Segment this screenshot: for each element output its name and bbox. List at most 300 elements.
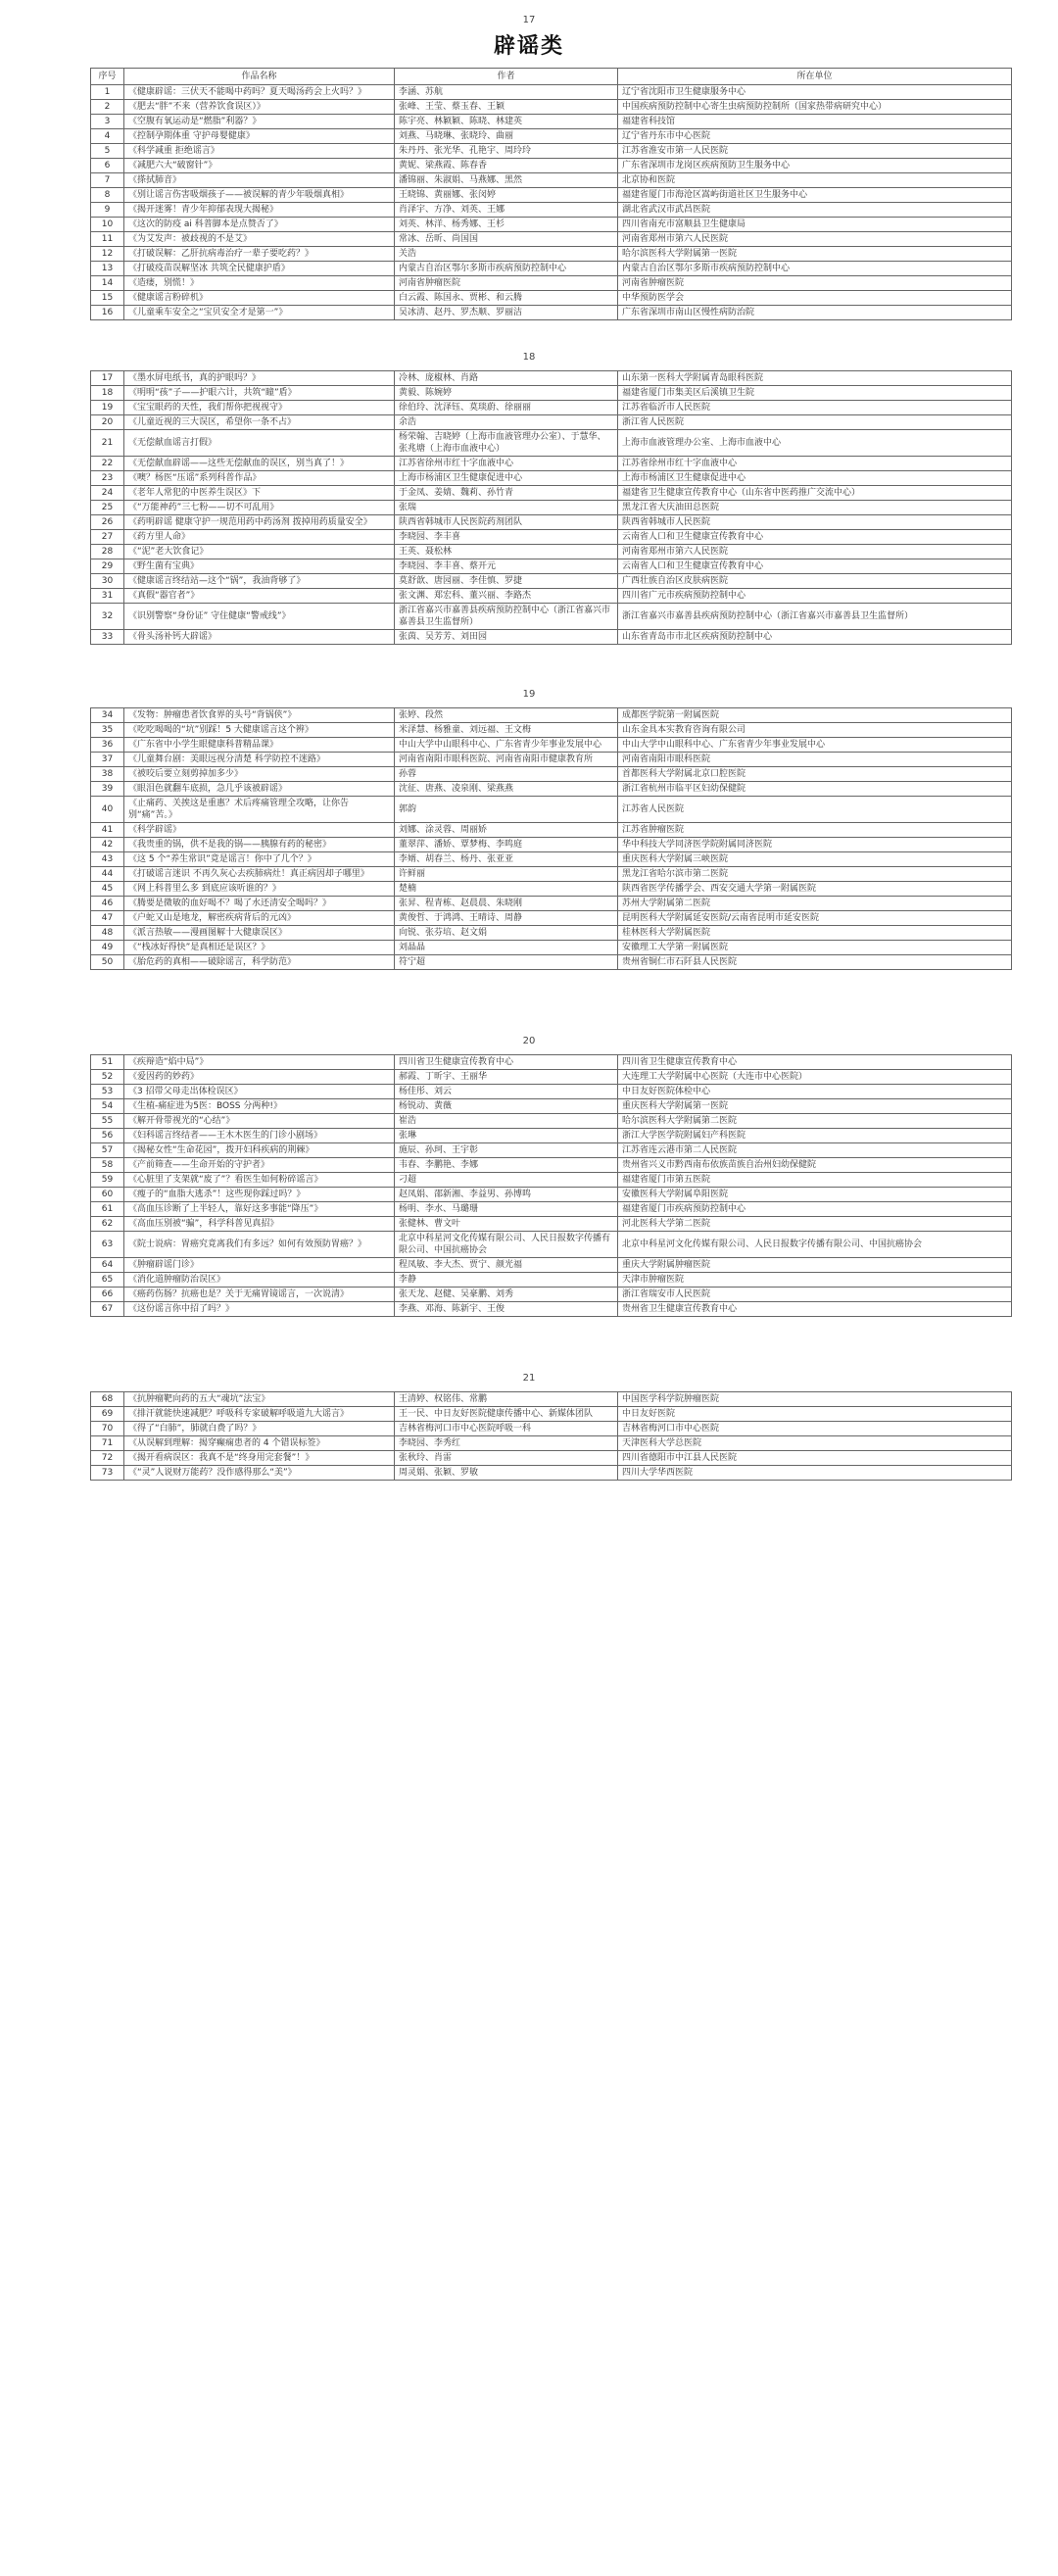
work-title: 《健康谣言粉碎机》 bbox=[124, 291, 395, 306]
works-table bbox=[90, 1054, 1012, 1317]
table-row bbox=[91, 1055, 1012, 1070]
work-title: 《疾辩造“焰中局”》 bbox=[124, 1055, 395, 1070]
row-number: 45 bbox=[91, 882, 124, 897]
table-row bbox=[91, 1422, 1012, 1436]
table-header-row bbox=[91, 69, 1012, 85]
work-title: 《户蛇又山是地龙，解密疾病背后的元凶》 bbox=[124, 911, 395, 926]
work-unit: 哈尔滨医科大学附属第二医院 bbox=[618, 1114, 1012, 1129]
work-authors: 杨明、李水、马璐珊 bbox=[395, 1202, 618, 1217]
row-number: 4 bbox=[91, 129, 124, 144]
table-row bbox=[91, 232, 1012, 247]
table-row bbox=[91, 371, 1012, 386]
work-authors: 程凤敏、李大杰、贾宁、颜光福 bbox=[395, 1258, 618, 1273]
row-number: 73 bbox=[91, 1466, 124, 1481]
work-title: 《这次的防疫 ai 科普脚本是点赞否了》 bbox=[124, 218, 395, 232]
work-unit: 上海市血液管理办公室、上海市血液中心 bbox=[618, 430, 1012, 457]
row-number: 2 bbox=[91, 100, 124, 115]
work-authors: 王晓锦、黄丽娜、张闵婷 bbox=[395, 188, 618, 203]
work-unit: 浙江省瑞安市人民医院 bbox=[618, 1288, 1012, 1302]
work-unit: 大连理工大学附属中心医院（大连市中心医院） bbox=[618, 1070, 1012, 1085]
row-number: 27 bbox=[91, 530, 124, 545]
work-authors: 孙蓉 bbox=[395, 767, 618, 782]
row-number: 9 bbox=[91, 203, 124, 218]
table-row bbox=[91, 218, 1012, 232]
work-unit: 黑龙江省大庆油田总医院 bbox=[618, 501, 1012, 515]
table-row bbox=[91, 1232, 1012, 1258]
work-title: 《高血压别被“骗”，科学科普见真招》 bbox=[124, 1217, 395, 1232]
table-row bbox=[91, 1258, 1012, 1273]
work-authors: 张秋玲、肖雷 bbox=[395, 1451, 618, 1466]
page-section bbox=[0, 1035, 1058, 1317]
work-title: 《院士说病：胃癌究竟离我们有多远？如何有效预防胃癌？》 bbox=[124, 1232, 395, 1258]
work-authors: 施辰、孙珂、王宇彰 bbox=[395, 1143, 618, 1158]
table-row bbox=[91, 188, 1012, 203]
work-unit: 四川省南充市富顺县卫生健康局 bbox=[618, 218, 1012, 232]
work-unit: 福建省卫生健康宣传教育中心（山东省中医药推广交流中心） bbox=[618, 486, 1012, 501]
work-authors: 于金凤、姜婧、魏莉、孙竹青 bbox=[395, 486, 618, 501]
table-row bbox=[91, 1302, 1012, 1317]
work-unit: 安徽医科大学附属阜阳医院 bbox=[618, 1188, 1012, 1202]
work-title: 《骨头汤补钙大辟谣》 bbox=[124, 630, 395, 645]
table-row bbox=[91, 85, 1012, 100]
work-title: 《这 5 个“养生常识”竟是谣言！你中了几个？》 bbox=[124, 852, 395, 867]
work-unit: 浙江省嘉兴市嘉善县疾病预防控制中心（浙江省嘉兴市嘉善县卫生监督所） bbox=[618, 604, 1012, 630]
works-table bbox=[90, 707, 1012, 970]
page-section bbox=[0, 14, 1058, 320]
work-authors: 刘娜、涂灵蓉、周丽娇 bbox=[395, 823, 618, 838]
work-authors: 刘晶晶 bbox=[395, 941, 618, 955]
row-number: 21 bbox=[91, 430, 124, 457]
work-authors: 王一民、中日友好医院健康传播中心、新媒体团队 bbox=[395, 1407, 618, 1422]
work-unit: 四川省广元市疾病预防控制中心 bbox=[618, 589, 1012, 604]
work-unit: 辽宁省丹东市中心医院 bbox=[618, 129, 1012, 144]
work-authors: 刁超 bbox=[395, 1173, 618, 1188]
row-number: 38 bbox=[91, 767, 124, 782]
table-row bbox=[91, 173, 1012, 188]
work-unit: 北京中科星河文化传媒有限公司、人民日报数字传播有限公司、中国抗癌协会 bbox=[618, 1232, 1012, 1258]
row-number: 15 bbox=[91, 291, 124, 306]
row-number: 57 bbox=[91, 1143, 124, 1158]
work-title: 《真假“器官者”》 bbox=[124, 589, 395, 604]
work-unit: 黑龙江省哈尔滨市第二医院 bbox=[618, 867, 1012, 882]
table-row bbox=[91, 723, 1012, 738]
work-title: 《儿童乘车安全之“宝贝安全才是第一”》 bbox=[124, 306, 395, 320]
work-title: 《派言热敏——漫画图解十大健康误区》 bbox=[124, 926, 395, 941]
section-title: 辟谣类 bbox=[493, 33, 564, 59]
table-row bbox=[91, 1451, 1012, 1466]
work-authors: 刘英、林洋、杨秀娜、王杉 bbox=[395, 218, 618, 232]
work-title: 《科学辟谣》 bbox=[124, 823, 395, 838]
work-title: 《我贵重的锅，供不是我的锅——胰腺有药的秘密》 bbox=[124, 838, 395, 852]
row-number: 18 bbox=[91, 386, 124, 401]
row-number: 12 bbox=[91, 247, 124, 262]
table-row bbox=[91, 486, 1012, 501]
work-unit: 四川省卫生健康宣传教育中心 bbox=[618, 1055, 1012, 1070]
work-unit: 福建省厦门市疾病预防控制中心 bbox=[618, 1202, 1012, 1217]
work-title: 《科学减重 拒绝谣言》 bbox=[124, 144, 395, 159]
work-title: 《“灵”人说财万能药？没作感得那么“美”》 bbox=[124, 1466, 395, 1481]
row-number: 46 bbox=[91, 897, 124, 911]
work-authors: 韦春、李鹏艳、李娜 bbox=[395, 1158, 618, 1173]
row-number: 65 bbox=[91, 1273, 124, 1288]
work-unit: 天津医科大学总医院 bbox=[618, 1436, 1012, 1451]
work-unit: 桂林医科大学附属医院 bbox=[618, 926, 1012, 941]
row-number: 48 bbox=[91, 926, 124, 941]
work-authors: 李静 bbox=[395, 1273, 618, 1288]
table-row bbox=[91, 867, 1012, 882]
work-authors: 杨锐动、黄薇 bbox=[395, 1099, 618, 1114]
row-number: 1 bbox=[91, 85, 124, 100]
page-number: 21 bbox=[522, 1373, 536, 1384]
table-row bbox=[91, 457, 1012, 471]
table-row bbox=[91, 926, 1012, 941]
table-row bbox=[91, 589, 1012, 604]
row-number: 10 bbox=[91, 218, 124, 232]
work-authors: 常冰、岳昕、尚国国 bbox=[395, 232, 618, 247]
work-unit: 成都医学院第一附属医院 bbox=[618, 708, 1012, 723]
row-number: 7 bbox=[91, 173, 124, 188]
row-number: 52 bbox=[91, 1070, 124, 1085]
row-number: 49 bbox=[91, 941, 124, 955]
work-title: 《“栈冰好得快”是真相还是误区？》 bbox=[124, 941, 395, 955]
table-row bbox=[91, 501, 1012, 515]
work-unit: 浙江省杭州市临平区妇幼保健院 bbox=[618, 782, 1012, 797]
works-table bbox=[90, 68, 1012, 320]
work-unit: 陕西省韩城市人民医院 bbox=[618, 515, 1012, 530]
work-unit: 天津市肿瘤医院 bbox=[618, 1273, 1012, 1288]
row-number: 25 bbox=[91, 501, 124, 515]
row-number: 24 bbox=[91, 486, 124, 501]
work-title: 《噢？杨医“压谣”系列科普作品》 bbox=[124, 471, 395, 486]
row-number: 17 bbox=[91, 371, 124, 386]
work-title: 《妇科谣言终结者——王木木医生的门诊小剧场》 bbox=[124, 1129, 395, 1143]
row-number: 16 bbox=[91, 306, 124, 320]
work-authors: 河南省南阳市眼科医院、河南省南阳市健康教育所 bbox=[395, 753, 618, 767]
row-number: 31 bbox=[91, 589, 124, 604]
row-number: 62 bbox=[91, 1217, 124, 1232]
row-number: 64 bbox=[91, 1258, 124, 1273]
row-number: 34 bbox=[91, 708, 124, 723]
table-row bbox=[91, 1099, 1012, 1114]
work-unit: 福建省科技馆 bbox=[618, 115, 1012, 129]
work-title: 《抗肿瘤靶向药的五大“魂坑”法宝》 bbox=[124, 1392, 395, 1407]
work-authors: 周灵娟、张颖、罗敏 bbox=[395, 1466, 618, 1481]
work-title: 《别让谣言伤害吸烟孩子——被误解的青少年吸烟真相》 bbox=[124, 188, 395, 203]
work-authors: 李晓园、李秀红 bbox=[395, 1436, 618, 1451]
work-title: 《产前筛查——生命开始的守护者》 bbox=[124, 1158, 395, 1173]
work-title: 《揭开迷雾！青少年抑郁表现大揭秘》 bbox=[124, 203, 395, 218]
table-row bbox=[91, 386, 1012, 401]
work-authors: 莫舒歆、唐园丽、李佳慎、罗捷 bbox=[395, 574, 618, 589]
work-unit: 云南省人口和卫生健康宣传教育中心 bbox=[618, 559, 1012, 574]
work-title: 《揭秘女性“生命花园”，拨开妇科疾病的荆棘》 bbox=[124, 1143, 395, 1158]
row-number: 39 bbox=[91, 782, 124, 797]
page-section bbox=[0, 1372, 1058, 1481]
table-row bbox=[91, 559, 1012, 574]
work-title: 《无偿献血谣言打假》 bbox=[124, 430, 395, 457]
work-unit: 四川大学华西医院 bbox=[618, 1466, 1012, 1481]
work-title: 《打破疫苗误解坚冰 共筑全民健康护盾》 bbox=[124, 262, 395, 276]
row-number: 22 bbox=[91, 457, 124, 471]
row-number: 41 bbox=[91, 823, 124, 838]
column-header: 作品名称 bbox=[124, 69, 395, 85]
work-title: 《墨水屏电纸书，真的护眼吗？》 bbox=[124, 371, 395, 386]
table-row bbox=[91, 1466, 1012, 1481]
row-number: 8 bbox=[91, 188, 124, 203]
row-number: 28 bbox=[91, 545, 124, 559]
table-row bbox=[91, 941, 1012, 955]
work-unit: 中华预防医学会 bbox=[618, 291, 1012, 306]
column-header: 所在单位 bbox=[618, 69, 1012, 85]
work-unit: 吉林省梅河口市中心医院 bbox=[618, 1422, 1012, 1436]
work-unit: 福建省厦门市集美区后溪镇卫生院 bbox=[618, 386, 1012, 401]
row-number: 58 bbox=[91, 1158, 124, 1173]
row-number: 44 bbox=[91, 867, 124, 882]
work-authors: 向锐、张芬培、赵文娟 bbox=[395, 926, 618, 941]
table-row bbox=[91, 471, 1012, 486]
work-unit: 重庆医科大学附属三峡医院 bbox=[618, 852, 1012, 867]
work-title: 《广东省中小学生眼健康科普精品课》 bbox=[124, 738, 395, 753]
table-row bbox=[91, 823, 1012, 838]
work-unit: 重庆医科大学附属第一医院 bbox=[618, 1099, 1012, 1114]
work-unit: 河南省南阳市眼科医院 bbox=[618, 753, 1012, 767]
page-number: 18 bbox=[522, 352, 536, 363]
work-title: 《排汗就能快速减肥？呼吸科专家破解呼吸道九大谣言》 bbox=[124, 1407, 395, 1422]
work-title: 《识别警察“身份证” 守住健康“警戒线”》 bbox=[124, 604, 395, 630]
work-unit: 山东省青岛市市北区疾病预防控制中心 bbox=[618, 630, 1012, 645]
table-row bbox=[91, 1288, 1012, 1302]
work-authors: 陕西省韩城市人民医院药剂团队 bbox=[395, 515, 618, 530]
work-authors: 四川省卫生健康宣传教育中心 bbox=[395, 1055, 618, 1070]
work-title: 《发物：肿瘤患者饮食界的头号“背锅侠”》 bbox=[124, 708, 395, 723]
work-unit: 湖北省武汉市武昌医院 bbox=[618, 203, 1012, 218]
row-number: 67 bbox=[91, 1302, 124, 1317]
work-title: 《药方里人命》 bbox=[124, 530, 395, 545]
table-row bbox=[91, 545, 1012, 559]
work-unit: 中日友好医院体检中心 bbox=[618, 1085, 1012, 1099]
work-unit: 中山大学中山眼科中心、广东省青少年事业发展中心 bbox=[618, 738, 1012, 753]
row-number: 71 bbox=[91, 1436, 124, 1451]
work-authors: 李晓园、李丰喜、蔡开元 bbox=[395, 559, 618, 574]
work-authors: 张瑞 bbox=[395, 501, 618, 515]
row-number: 13 bbox=[91, 262, 124, 276]
work-unit: 贵州省铜仁市石阡县人民医院 bbox=[618, 955, 1012, 970]
row-number: 68 bbox=[91, 1392, 124, 1407]
table-row bbox=[91, 515, 1012, 530]
row-number: 40 bbox=[91, 797, 124, 823]
row-number: 3 bbox=[91, 115, 124, 129]
table-row bbox=[91, 1217, 1012, 1232]
work-authors: 楚楠 bbox=[395, 882, 618, 897]
row-number: 11 bbox=[91, 232, 124, 247]
table-row bbox=[91, 797, 1012, 823]
table-row bbox=[91, 262, 1012, 276]
work-unit: 山东金具本实教育咨询有限公司 bbox=[618, 723, 1012, 738]
work-authors: 黄毅、陈婉婷 bbox=[395, 386, 618, 401]
work-authors: 冷林、庞椒林、肖路 bbox=[395, 371, 618, 386]
work-title: 《被咬后要立刻剪掉加多少》 bbox=[124, 767, 395, 782]
work-authors: 董翠萍、潘娇、覃梦梅、李鸣庭 bbox=[395, 838, 618, 852]
table-row bbox=[91, 882, 1012, 897]
work-unit: 福建省厦门市海沧区嵩屿街道社区卫生服务中心 bbox=[618, 188, 1012, 203]
work-authors: 沈征、唐燕、凌泉刚、梁燕燕 bbox=[395, 782, 618, 797]
work-unit: 浙江大学医学院附属妇产科医院 bbox=[618, 1129, 1012, 1143]
work-authors: 米泽慧、杨雅童、刘远福、王文梅 bbox=[395, 723, 618, 738]
work-title: 《宝宝眼药的天性，我们帮你把视视守》 bbox=[124, 401, 395, 415]
table-row bbox=[91, 753, 1012, 767]
work-unit: 重庆大学附属肿瘤医院 bbox=[618, 1258, 1012, 1273]
work-title: 《药明辟谣 健康守护一规范用药中药汤剂 拨掉用药质量安全》 bbox=[124, 515, 395, 530]
work-authors: 江苏省徐州市红十字血液中心 bbox=[395, 457, 618, 471]
row-number: 35 bbox=[91, 723, 124, 738]
table-row bbox=[91, 738, 1012, 753]
work-unit: 江苏省人民医院 bbox=[618, 797, 1012, 823]
table-row bbox=[91, 911, 1012, 926]
table-row bbox=[91, 203, 1012, 218]
work-authors: 杨佳彤、刘云 bbox=[395, 1085, 618, 1099]
work-title: 《健康辟谣：三伏天不能喝中药吗？夏天喝汤药会上火吗？》 bbox=[124, 85, 395, 100]
row-number: 69 bbox=[91, 1407, 124, 1422]
work-unit: 江苏省肿瘤医院 bbox=[618, 823, 1012, 838]
work-title: 《打破误解：乙肝抗病毒治疗一辈子要吃药？》 bbox=[124, 247, 395, 262]
work-title: 《爱因药的妙药》 bbox=[124, 1070, 395, 1085]
work-title: 《儿童近视的三大误区，希望你一条不占》 bbox=[124, 415, 395, 430]
work-unit: 广西壮族自治区皮肤病医院 bbox=[618, 574, 1012, 589]
work-title: 《高血压诊断了上半轻人，靠好这多事能“降压”》 bbox=[124, 1202, 395, 1217]
work-title: 《心脏里了支架就“废了”？看医生如何粉碎谣言》 bbox=[124, 1173, 395, 1188]
work-authors: 李燕、邓海、陈新宇、王俊 bbox=[395, 1302, 618, 1317]
work-title: 《明明“孩”子——护眼六计，共筑“瞳”盾》 bbox=[124, 386, 395, 401]
table-row bbox=[91, 1202, 1012, 1217]
row-number: 51 bbox=[91, 1055, 124, 1070]
table-row bbox=[91, 1143, 1012, 1158]
work-title: 《健康谣言终结站—这个“锅”，我油背够了》 bbox=[124, 574, 395, 589]
table-row bbox=[91, 100, 1012, 115]
work-authors: 中山大学中山眼科中心、广东省青少年事业发展中心 bbox=[395, 738, 618, 753]
work-authors: 李婿、胡春兰、杨丹、张亚亚 bbox=[395, 852, 618, 867]
work-authors: 白云霞、陈国永、贾彬、和云腾 bbox=[395, 291, 618, 306]
work-title: 《腾要是微敏的血好喝不？喝了水还清安全喝吗？》 bbox=[124, 897, 395, 911]
work-authors: 肖泽宇、方净、刘英、王娜 bbox=[395, 203, 618, 218]
table-row bbox=[91, 430, 1012, 457]
work-unit: 河南省肿瘤医院 bbox=[618, 276, 1012, 291]
row-number: 59 bbox=[91, 1173, 124, 1188]
table-row bbox=[91, 897, 1012, 911]
table-row bbox=[91, 159, 1012, 173]
table-row bbox=[91, 530, 1012, 545]
table-row bbox=[91, 630, 1012, 645]
row-number: 6 bbox=[91, 159, 124, 173]
work-authors: 王英、聂松林 bbox=[395, 545, 618, 559]
row-number: 50 bbox=[91, 955, 124, 970]
page-number: 20 bbox=[522, 1036, 536, 1046]
work-unit: 陕西省医学传播学会、西安交通大学第一附属医院 bbox=[618, 882, 1012, 897]
row-number: 60 bbox=[91, 1188, 124, 1202]
work-authors: 关浩 bbox=[395, 247, 618, 262]
row-number: 32 bbox=[91, 604, 124, 630]
work-unit: 河北医科大学第二医院 bbox=[618, 1217, 1012, 1232]
work-unit: 贵州省兴义市黔西南布依族苗族自治州妇幼保健院 bbox=[618, 1158, 1012, 1173]
table-row bbox=[91, 1173, 1012, 1188]
table-row bbox=[91, 401, 1012, 415]
work-authors: 张茵、吴芳芳、刘田园 bbox=[395, 630, 618, 645]
row-number: 66 bbox=[91, 1288, 124, 1302]
row-number: 19 bbox=[91, 401, 124, 415]
table-row bbox=[91, 129, 1012, 144]
page-number: 17 bbox=[522, 15, 536, 25]
work-unit: 贵州省卫生健康宣传教育中心 bbox=[618, 1302, 1012, 1317]
work-authors: 朱丹丹、张光华、孔艳宇、周玲玲 bbox=[395, 144, 618, 159]
table-row bbox=[91, 144, 1012, 159]
work-title: 《胎危药的真相——破除谣言，科学防范》 bbox=[124, 955, 395, 970]
work-authors: 杨荣翰、吉晓婷（上海市血液管理办公室）、于慧华、张兆塘（上海市血液中心） bbox=[395, 430, 618, 457]
row-number: 14 bbox=[91, 276, 124, 291]
row-number: 20 bbox=[91, 415, 124, 430]
work-authors: 陈宇亮、林颖颖、陈晓、林建英 bbox=[395, 115, 618, 129]
row-number: 30 bbox=[91, 574, 124, 589]
work-authors: 王清婷、权铭伟、常鹏 bbox=[395, 1392, 618, 1407]
table-row bbox=[91, 1114, 1012, 1129]
row-number: 55 bbox=[91, 1114, 124, 1129]
work-title: 《揭开看病误区：我真不是“终身用完套餐”！》 bbox=[124, 1451, 395, 1466]
work-authors: 李晓园、李丰喜 bbox=[395, 530, 618, 545]
work-title: 《3 招带父母走出体检误区》 bbox=[124, 1085, 395, 1099]
work-unit: 昆明医科大学附属延安医院/云南省昆明市延安医院 bbox=[618, 911, 1012, 926]
work-title: 《儿童舞台剧：美眼远视分清楚 科学防控不迷路》 bbox=[124, 753, 395, 767]
work-unit: 广东省深圳市龙岗区疾病预防卫生服务中心 bbox=[618, 159, 1012, 173]
work-unit: 浙江省人民医院 bbox=[618, 415, 1012, 430]
row-number: 72 bbox=[91, 1451, 124, 1466]
row-number: 56 bbox=[91, 1129, 124, 1143]
work-unit: 江苏省临沂市人民医院 bbox=[618, 401, 1012, 415]
row-number: 70 bbox=[91, 1422, 124, 1436]
work-authors: 浙江省嘉兴市嘉善县疾病预防控制中心（浙江省嘉兴市嘉善县卫生监督所） bbox=[395, 604, 618, 630]
work-unit: 安徽理工大学第一附属医院 bbox=[618, 941, 1012, 955]
work-title: 《肿瘤辟谣门诊》 bbox=[124, 1258, 395, 1273]
work-title: 《打破谣言迷识 不再久灰心去疾肺病灶！真正病因却子哪里》 bbox=[124, 867, 395, 882]
work-unit: 上海市杨浦区卫生健康促进中心 bbox=[618, 471, 1012, 486]
page-section bbox=[0, 351, 1058, 645]
work-authors: 北京中科星河文化传媒有限公司、人民日报数字传播有限公司、中国抗癌协会 bbox=[395, 1232, 618, 1258]
work-title: 《吃吃喝喝的“坑”别踩！5 大健康谣言这个辨》 bbox=[124, 723, 395, 738]
column-header: 序号 bbox=[91, 69, 124, 85]
row-number: 36 bbox=[91, 738, 124, 753]
work-unit: 中国疾病预防控制中心寄生虫病预防控制所（国家热带病研究中心） bbox=[618, 100, 1012, 115]
work-unit: 首都医科大学附属北京口腔医院 bbox=[618, 767, 1012, 782]
table-row bbox=[91, 1436, 1012, 1451]
work-authors: 余浩 bbox=[395, 415, 618, 430]
work-title: 《“万能神药”三七粉——切不可乱用》 bbox=[124, 501, 395, 515]
work-authors: 郭韵 bbox=[395, 797, 618, 823]
table-row bbox=[91, 604, 1012, 630]
work-unit: 山东第一医科大学附属青岛眼科医院 bbox=[618, 371, 1012, 386]
work-title: 《控制孕期体重 守护母婴健康》 bbox=[124, 129, 395, 144]
table-row bbox=[91, 1273, 1012, 1288]
work-title: 《野生菌有宝典》 bbox=[124, 559, 395, 574]
work-title: 《止痛药、关挨这是重惠？术后疼痛管理全攻略，让你告别“痛”苦。》 bbox=[124, 797, 395, 823]
work-unit: 河南省郑州市第六人民医院 bbox=[618, 232, 1012, 247]
work-authors: 张琳 bbox=[395, 1129, 618, 1143]
table-row bbox=[91, 767, 1012, 782]
table-row bbox=[91, 415, 1012, 430]
work-unit: 苏州大学附属第二医院 bbox=[618, 897, 1012, 911]
row-number: 37 bbox=[91, 753, 124, 767]
table-row bbox=[91, 1129, 1012, 1143]
work-title: 《生植-痛症进为5医：BOSS 分两种!》 bbox=[124, 1099, 395, 1114]
work-title: 《这份谣言你中招了吗？》 bbox=[124, 1302, 395, 1317]
row-number: 29 bbox=[91, 559, 124, 574]
row-number: 33 bbox=[91, 630, 124, 645]
